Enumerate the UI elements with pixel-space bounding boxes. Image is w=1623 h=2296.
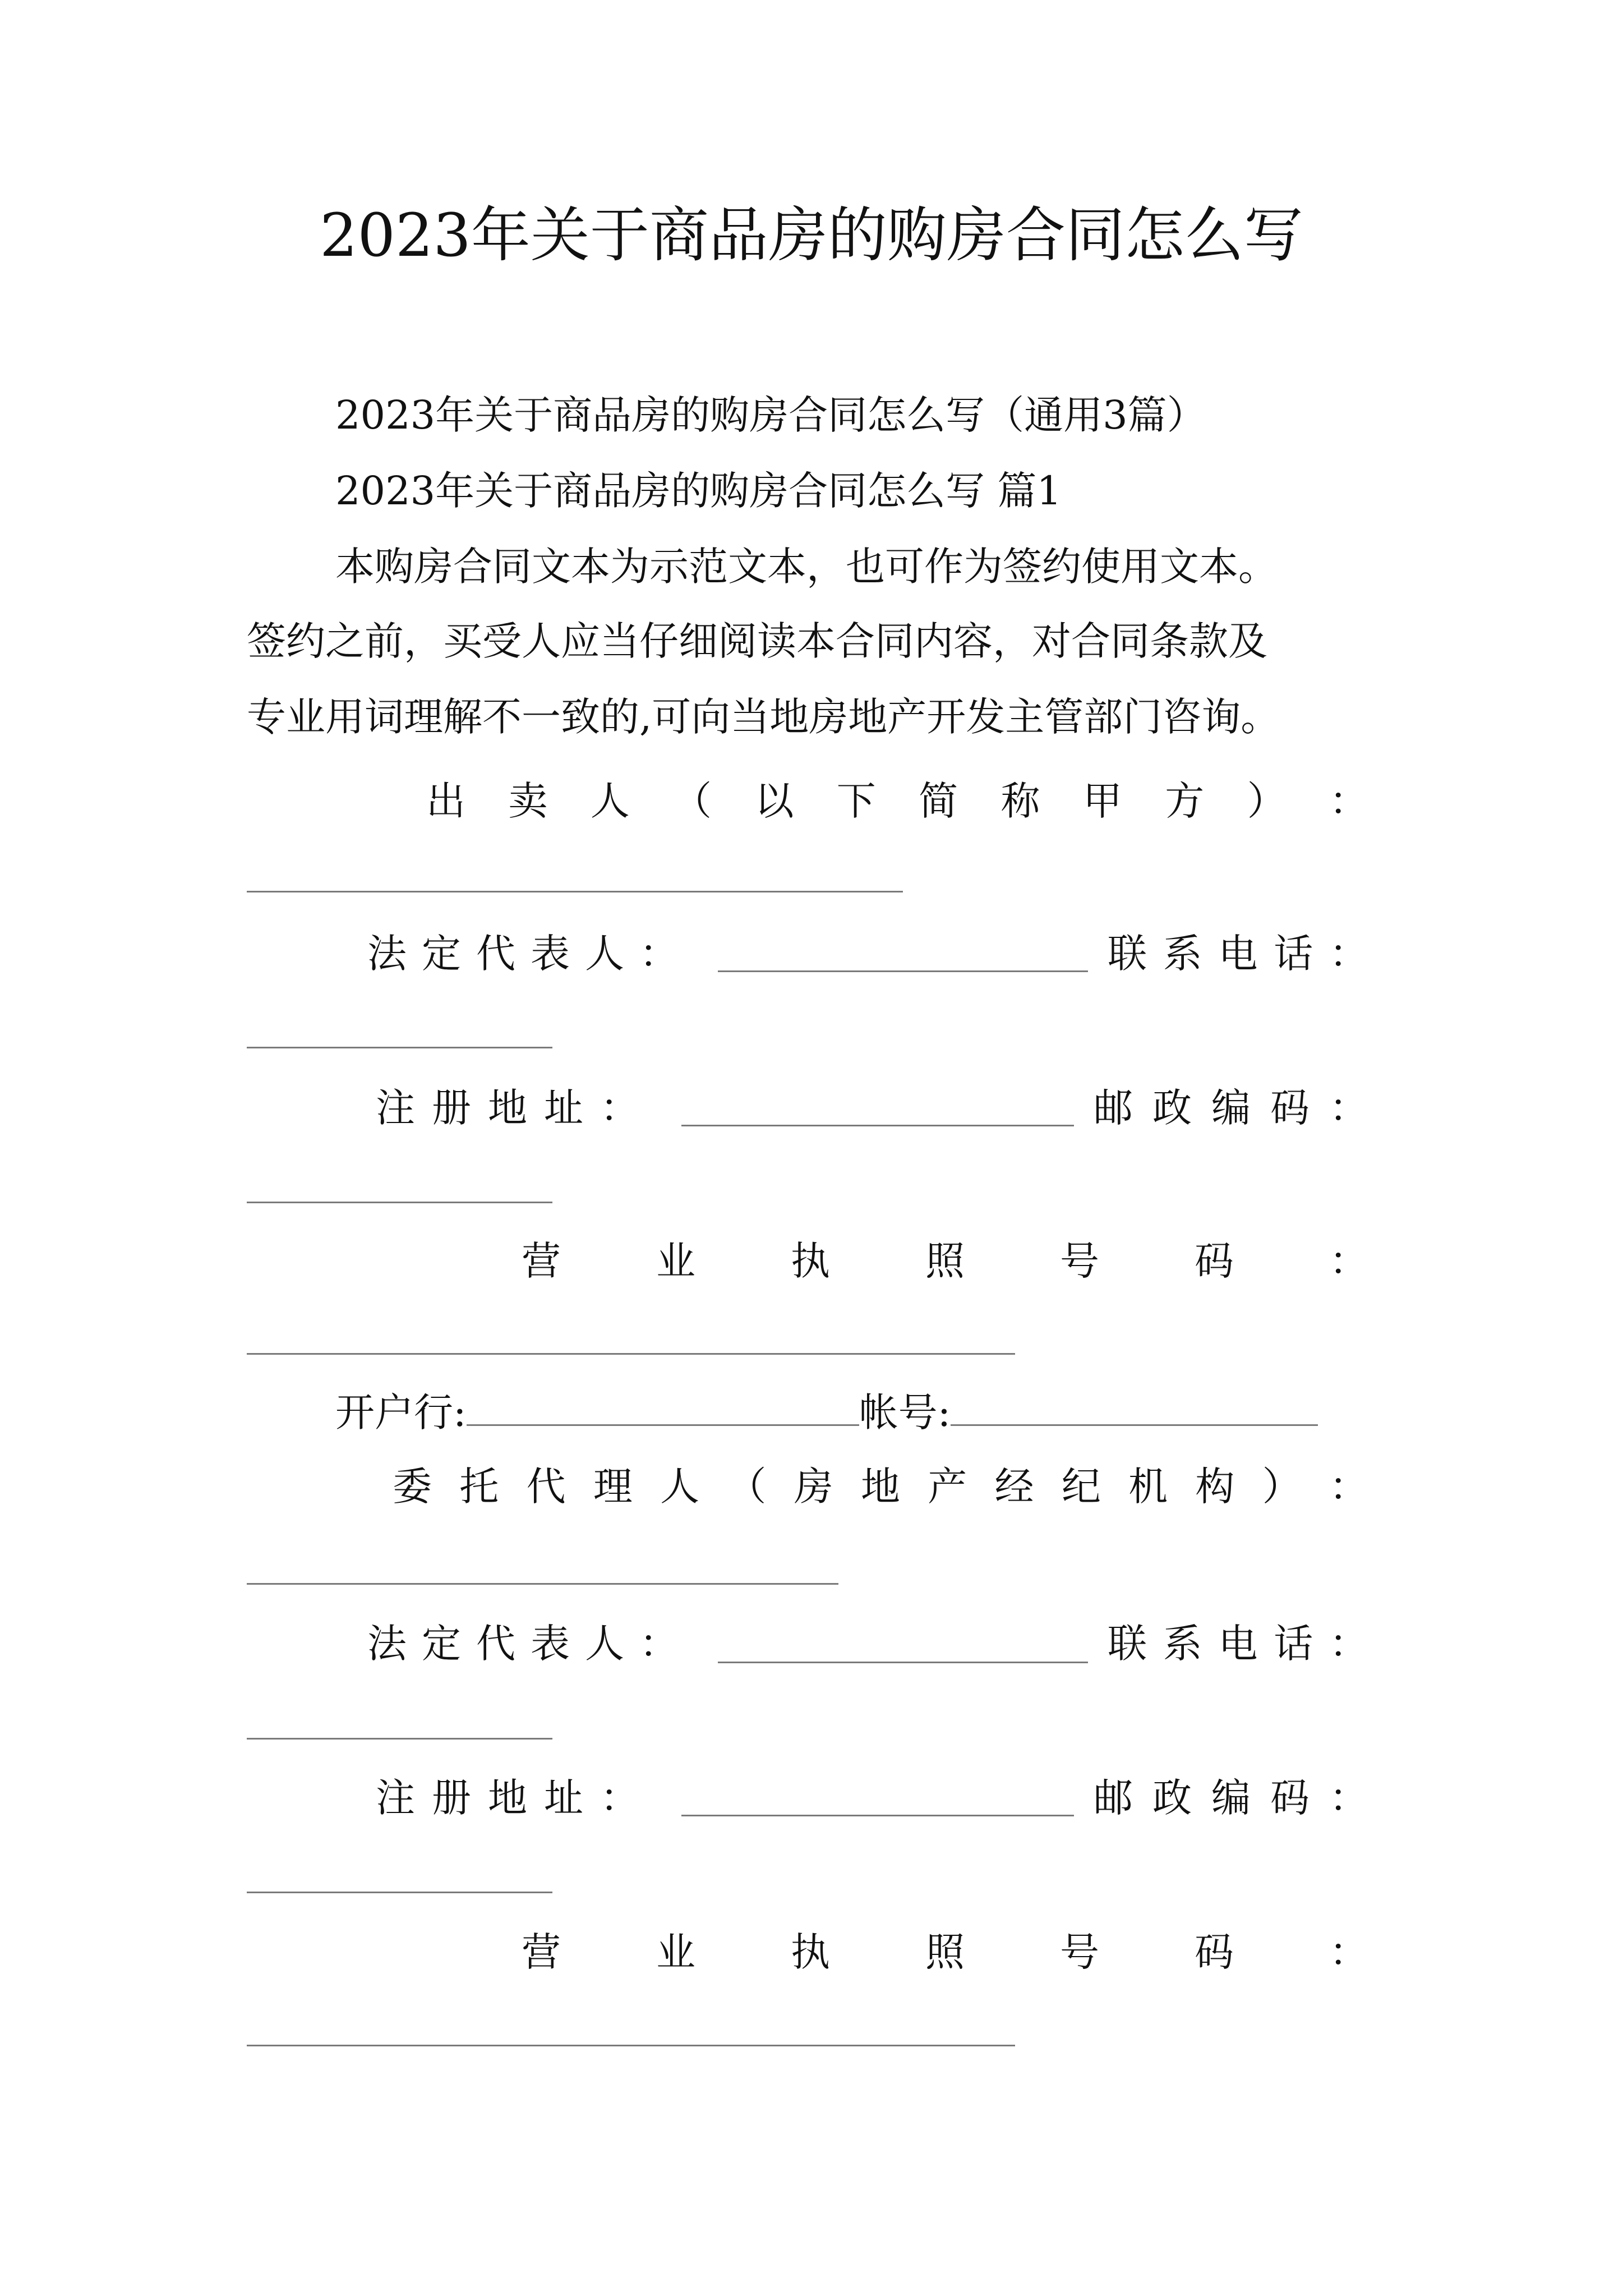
agent-label: 委 托 代 理 人 （ 房 地 产 经 纪 机 构 ） ： [393,1464,1368,1510]
seller-phone-blank[interactable] [247,1047,552,1048]
intro-line-1: 本购房合同文本为示范文本，也可作为签约使用文本。 [335,544,1278,590]
seller-address-blank[interactable] [681,1125,1074,1126]
agent-postcode-label: 邮 政 编 码 ： [1094,1775,1368,1821]
bank-label: 开户行: [335,1389,467,1435]
bank-account-line [335,1384,1318,1441]
seller-postcode-label: 邮 政 编 码 ： [1094,1085,1368,1131]
agent-license-blank[interactable] [247,2045,1015,2046]
seller-legal-rep-blank[interactable] [718,970,1088,972]
section-heading: 2023年关于商品房的购房合同怎么写 篇1 [335,468,1062,514]
seller-address-label: 注 册 地 址 ： [376,1085,639,1131]
agent-postcode-blank[interactable] [247,1892,552,1893]
agent-phone-label: 联 系 电 话 ： [1108,1621,1368,1667]
agent-address-blank[interactable] [681,1815,1074,1816]
agent-legal-rep-blank[interactable] [718,1662,1088,1663]
agent-address-label: 注 册 地 址 ： [376,1775,639,1821]
intro-line-2: 签约之前，买受人应当仔细阅读本合同内容，对合同条款及 [247,618,1267,664]
seller-legal-rep-label: 法 定 代 表 人 ： [367,931,679,977]
seller-blank[interactable] [247,891,903,892]
agent-blank[interactable] [247,1583,838,1585]
agent-license-label: 营 业 执 照 号 码 ： [522,1929,1368,1975]
seller-postcode-blank[interactable] [247,1202,552,1203]
document-title: 2023年关于商品房的购房合同怎么写 [320,201,1303,270]
agent-legal-rep-label: 法 定 代 表 人 ： [367,1621,679,1667]
seller-license-blank[interactable] [247,1353,1015,1355]
account-blank[interactable] [951,1389,1318,1426]
seller-phone-label: 联 系 电 话 ： [1108,931,1368,977]
intro-line-3: 专业用词理解不一致的,可向当地房地产开发主管部门咨询。 [247,694,1280,740]
document-subtitle: 2023年关于商品房的购房合同怎么写（通用3篇） [335,392,1206,438]
account-label: 帐号: [859,1389,951,1435]
agent-phone-blank[interactable] [247,1738,552,1740]
bank-blank[interactable] [467,1389,859,1426]
seller-label: 出 卖 人 （ 以 下 简 称 甲 方 ） ： [426,778,1368,824]
seller-license-label: 营 业 执 照 号 码 ： [522,1238,1368,1284]
